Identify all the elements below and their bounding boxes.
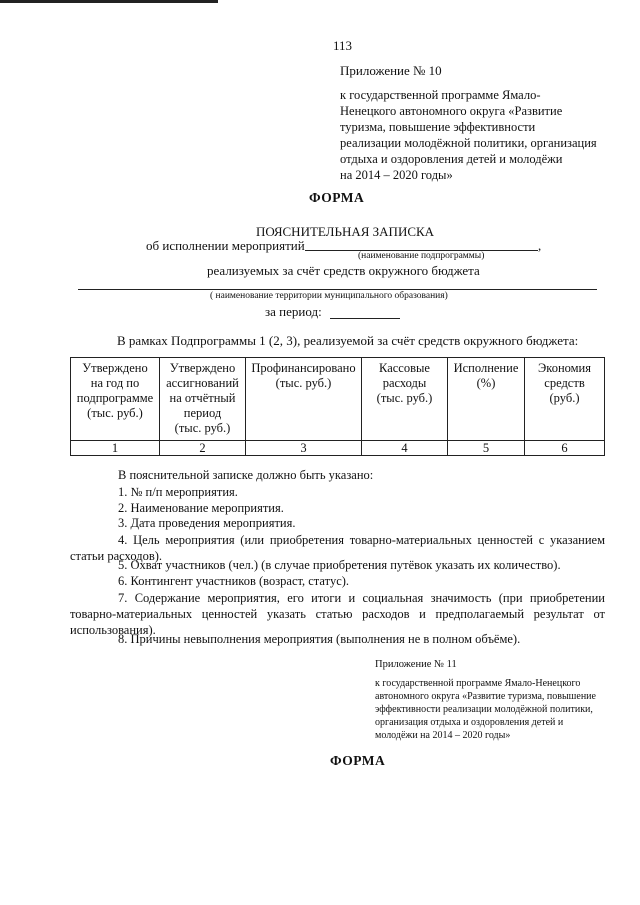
note-title: ПОЯСНИТЕЛЬНАЯ ЗАПИСКА — [256, 224, 435, 239]
header-line: Кассовые — [379, 361, 430, 375]
appendix-10-line: туризма, повышение эффективности — [340, 120, 536, 134]
header-approved-subprogram — [71, 358, 160, 441]
column-number: 3 — [246, 441, 362, 456]
requirement-item: 8. Причины невыполнения мероприятия (выполнения не в полном объёме). — [118, 632, 521, 646]
comma: , — [538, 238, 542, 253]
requirement-item: 1. № п/п мероприятия. — [118, 485, 238, 499]
appendix-10-line: на 2014 – 2020 годы» — [340, 168, 453, 182]
report-table — [70, 357, 605, 456]
header-line: (тыс. руб.) — [376, 391, 433, 405]
header-line: (руб.) — [549, 391, 580, 405]
appendix-11-title: Приложение № 11 — [375, 659, 457, 670]
appendix-10-line: к государственной программе Ямало- — [340, 88, 541, 102]
framework-sentence: В рамках Подпрограммы 1 (2, 3), реализуемой за счёт средств окружного бюджета: — [117, 333, 579, 348]
header-approved-allocations — [160, 358, 246, 441]
requirement-item: 6. Контингент участников (возраст, статус). — [118, 574, 350, 588]
header-line: средств — [544, 376, 585, 390]
header-execution — [448, 358, 525, 441]
appendix-10-line: реализации молодёжной политики, организация — [340, 136, 597, 150]
table-header-row — [71, 358, 605, 441]
requirement-item: 7. Содержание мероприятия, его итоги и социальная значимость (при приобретении товарно-материальных ценностей указать статью расходов и предполагаемый результат от использования). — [70, 591, 605, 637]
execution-label: об исполнении мероприятий — [146, 238, 305, 253]
requirement-item: 2. Наименование мероприятия. — [118, 501, 284, 515]
header-line: (тыс. руб.) — [275, 376, 332, 390]
requirements-intro: В пояснительной записке должно быть указано: — [118, 468, 374, 482]
header-line: подпрограмме — [76, 391, 154, 405]
header-line: Утверждено — [169, 361, 236, 375]
requirement-item: 4. Цель мероприятия (или приобретения товарно-материальных ценностей с указанием статьи расходов). — [70, 533, 605, 563]
column-number: 4 — [362, 441, 448, 456]
appendix-11-line: автономного округа «Развитие туризма, повышение — [375, 691, 596, 702]
appendix-11-line: молодёжи на 2014 – 2020 годы» — [375, 730, 511, 741]
column-number-row — [71, 441, 605, 456]
header-line: на отчётный — [169, 391, 236, 405]
appendix-11-line: к государственной программе Ямало-Ненецкого — [375, 678, 581, 689]
header-line: на год по — [90, 376, 140, 390]
subprogram-caption: (наименование подпрограммы) — [358, 251, 485, 261]
appendix-11-line: организация отдыха и оздоровления детей и — [375, 717, 564, 728]
header-line: (тыс. руб.) — [87, 406, 143, 420]
header-line: (тыс. руб.) — [174, 421, 231, 435]
territory-name-line — [78, 289, 597, 290]
header-line: Экономия — [538, 361, 591, 375]
scan-edge-mark — [0, 0, 218, 3]
funded-line: реализуемых за счёт средств окружного бюджета — [207, 263, 480, 278]
header-cash-expenses — [362, 358, 448, 441]
requirement-item: 5. Охват участников (чел.) (в случае приобретения путёвок указать их количество). — [118, 558, 561, 572]
header-line: Утверждено — [82, 361, 148, 375]
header-line: Профинансировано — [251, 361, 356, 375]
appendix-10-title: Приложение № 10 — [340, 63, 442, 78]
requirement-item: 3. Дата проведения мероприятия. — [118, 516, 296, 530]
header-financed — [246, 358, 362, 441]
appendix-10-line: отдыха и оздоровления детей и молодёжи — [340, 152, 563, 166]
column-number: 5 — [448, 441, 525, 456]
header-line: расходы — [382, 376, 427, 390]
form-heading-2: ФОРМА — [330, 753, 386, 768]
header-savings — [525, 358, 605, 441]
territory-caption: ( наименование территории муниципального образования) — [210, 291, 448, 301]
header-line: Исполнение — [453, 361, 519, 375]
appendix-11-line: эффективности реализации молодёжной политики, — [375, 704, 593, 715]
column-number: 1 — [71, 441, 160, 456]
period-line — [330, 318, 400, 319]
header-line: ассигнований — [166, 376, 239, 390]
page-number: 113 — [333, 38, 353, 53]
appendix-10-line: Ненецкого автономного округа «Развитие — [340, 104, 563, 118]
header-line: (%) — [476, 376, 496, 390]
header-line: период — [183, 406, 222, 420]
form-heading: ФОРМА — [309, 190, 365, 205]
period-label: за период: — [265, 304, 322, 319]
column-number: 6 — [525, 441, 605, 456]
column-number: 2 — [160, 441, 246, 456]
